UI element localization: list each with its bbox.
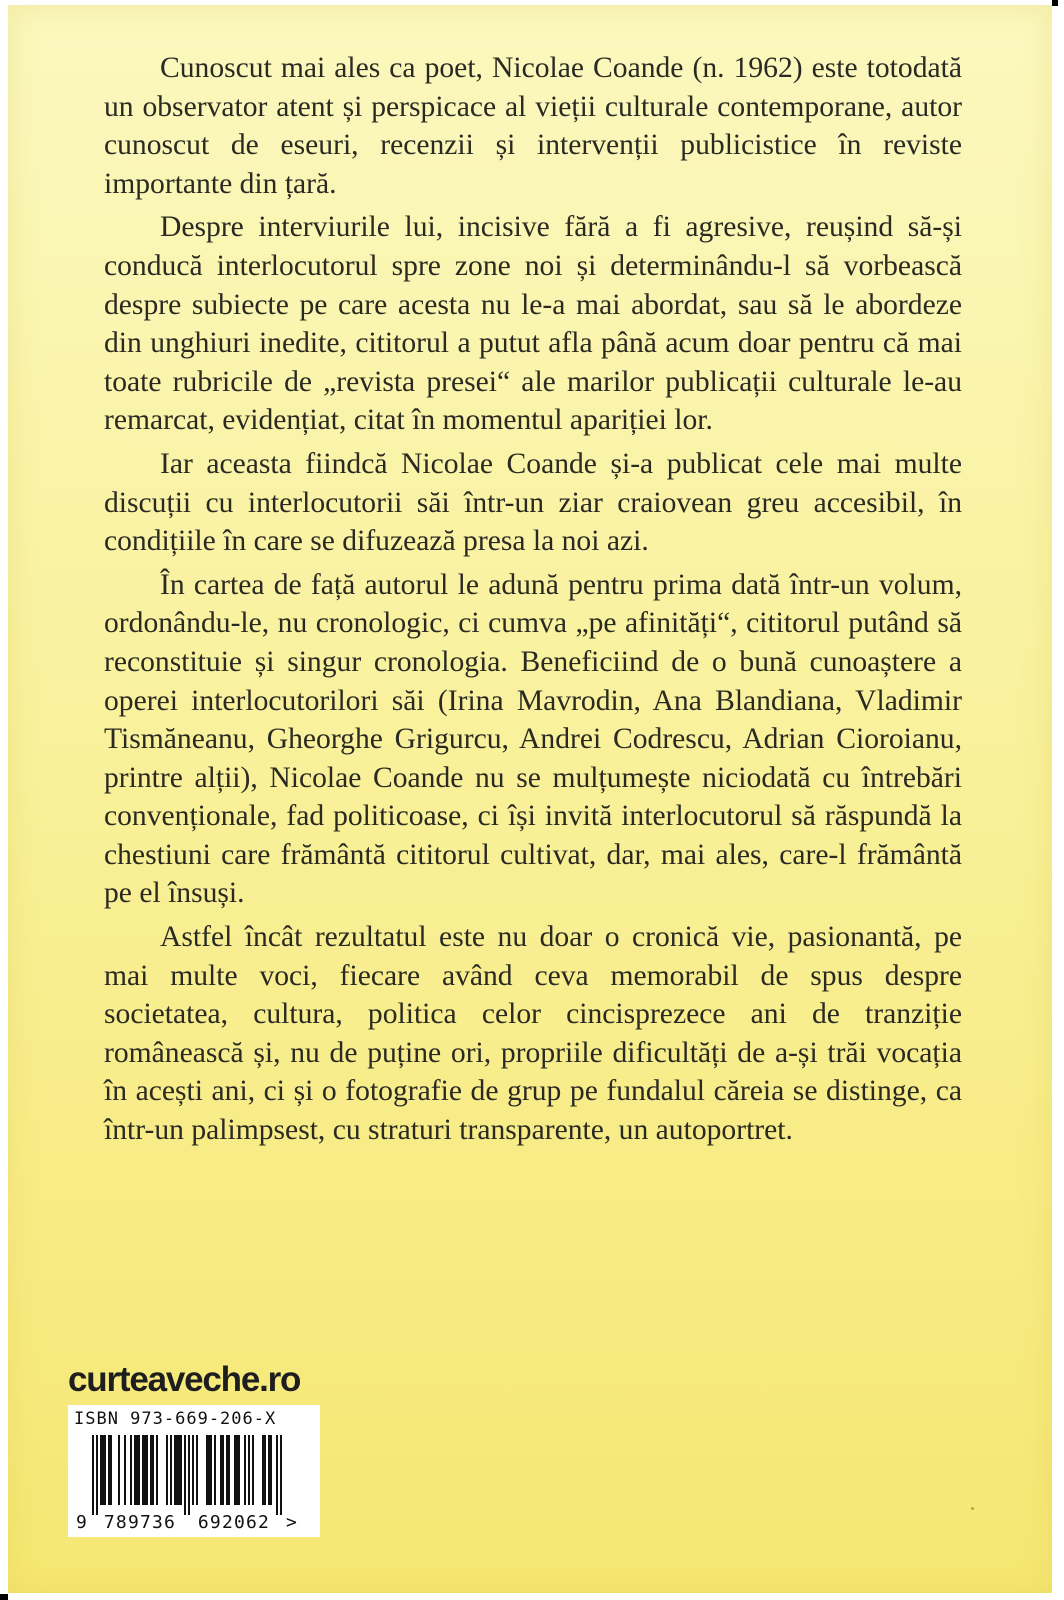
- barcode-bar: [92, 1435, 94, 1515]
- barcode-bar: [188, 1435, 190, 1515]
- barcode-bar: [280, 1435, 282, 1515]
- barcode-digits: 789736: [103, 1512, 177, 1533]
- barcode-digits: >: [286, 1512, 299, 1533]
- barcode-bar: [238, 1435, 240, 1505]
- barcode-bar: [102, 1435, 104, 1505]
- barcode-bar: [170, 1435, 172, 1505]
- barcode-bar: [136, 1435, 138, 1505]
- barcode-bar: [244, 1435, 246, 1505]
- barcode-bar: [234, 1435, 236, 1505]
- barcode-digits: 692062: [197, 1512, 271, 1533]
- barcode-bar: [150, 1435, 152, 1505]
- barcode-bar: [174, 1435, 176, 1505]
- barcode-bar: [206, 1435, 208, 1505]
- barcode-bar: [262, 1435, 264, 1505]
- blurb-paragraph-4: În cartea de față autorul le adună pentru prima dată într-un volum, ordonându-le, nu cronologic, ci cumva „pe afinități“, cititorul putând să reconstituie și singur cronologia. Beneficiind de o bună cunoaștere a operei interlocutorilori săi (Irina Mavrodin, Ana Blandiana, Vladimir Tismăneanu, Gheorghe Grigurcu, Andrei Codrescu, Adrian Cioroianu, printre alții), Nicolae Coande nu se mulțumește niciodată cu întrebări convenționale, fad politicoase, ci își invită interlocutorul să răspundă la chestiuni care frământă cititorul cultivat, dar, mai ales, care-l frământă pe el însuși.: [104, 568, 962, 910]
- barcode-bar: [184, 1435, 186, 1515]
- barcode-bar: [192, 1435, 194, 1505]
- barcode-bar: [124, 1435, 126, 1505]
- blurb-paragraph-3: Iar aceasta fiindcă Nicolae Coande și-a publicat cele mai multe discuții cu interlocutorii săi într-un ziar craiovean greu accesibil, în condițiile în care se difuzează presa la noi azi.: [104, 447, 962, 558]
- blurb-paragraph-1: Cunoscut mai ales ca poet, Nicolae Coande (n. 1962) este totodată un observator atent și perspicace al vieții culturale contemporane, autor cunoscut de eseuri, recenzii și intervenții publicistice în reviste importante din țară.: [104, 52, 962, 200]
- barcode-bar: [252, 1435, 254, 1505]
- barcode-bar: [96, 1435, 98, 1515]
- blurb-text: [104, 49, 962, 1155]
- barcode-bar: [144, 1435, 146, 1505]
- barcode-bar: [214, 1435, 216, 1505]
- barcode-bar: [276, 1435, 278, 1515]
- barcode-bar: [226, 1435, 228, 1505]
- barcode-bar: [236, 1435, 238, 1505]
- barcode-bar: [104, 1435, 106, 1505]
- barcode-bar: [118, 1435, 120, 1505]
- barcode-bar: [108, 1435, 110, 1505]
- barcode-bar: [208, 1435, 210, 1505]
- barcode-bar: [180, 1435, 182, 1505]
- barcode-bar: [210, 1435, 212, 1505]
- corner-mark-top-right: [1052, 0, 1058, 6]
- barcode-bar: [146, 1435, 148, 1505]
- barcode-bar: [178, 1435, 180, 1505]
- barcode-bar: [110, 1435, 112, 1505]
- barcode-bar: [264, 1435, 266, 1505]
- barcode-label: [68, 1405, 320, 1537]
- barcode-bar: [156, 1435, 158, 1505]
- book-back-cover: [8, 5, 1052, 1593]
- isbn-text: ISBN 973-669-206-X: [74, 1409, 277, 1429]
- barcode-bar: [100, 1435, 102, 1505]
- barcode-bar: [196, 1435, 198, 1505]
- barcode-bar: [228, 1435, 230, 1505]
- speck: [971, 1507, 974, 1510]
- blurb-paragraph-2: Despre interviurile lui, incisive fără a fi agresive, reușind să-și conducă interlocutorul spre zone noi și determinându-l să vorbească despre subiecte pe care acesta nu le-a mai abordat, sau să le abordeze din unghiuri inedite, cititorul a putut afla până acum doar pentru că mai toate rubricile de „revista presei“ ale marilor publicații culturale le-au remarcat, evidențiat, citat în momentul apariției lor.: [104, 211, 962, 437]
- barcode-icon: [68, 1433, 320, 1533]
- barcode-bar: [268, 1435, 270, 1505]
- blurb-paragraph-5: Astfel încât rezultatul este nu doar o cronică vie, pasionantă, pe mai multe voci, fiecare având ceva memorabil de spus despre societatea, cultura, politica celor cincisprezece ani de tranziție românească și, nu de puține ori, propriile dificultăți de a-și trăi vocația în acești ani, ci și o fotografie de grup pe fundalul căreia se distinge, ca într-un palimpsest, cu straturi transparente, un autoportret.: [104, 921, 962, 1147]
- barcode-bar: [176, 1435, 178, 1505]
- barcode-bar: [270, 1435, 272, 1505]
- barcode-digits: 9: [75, 1512, 88, 1533]
- barcode-bar: [222, 1435, 224, 1505]
- barcode-bar: [166, 1435, 168, 1505]
- barcode-bar: [130, 1435, 132, 1505]
- barcode-bar: [142, 1435, 144, 1505]
- barcode-bar: [134, 1435, 136, 1505]
- barcode-bar: [248, 1435, 250, 1505]
- publisher-website: curteaveche.ro: [68, 1360, 301, 1399]
- barcode-bar: [152, 1435, 154, 1505]
- corner-mark-bottom-left: [0, 1594, 8, 1600]
- barcode-bar: [138, 1435, 140, 1505]
- barcode-bar: [220, 1435, 222, 1505]
